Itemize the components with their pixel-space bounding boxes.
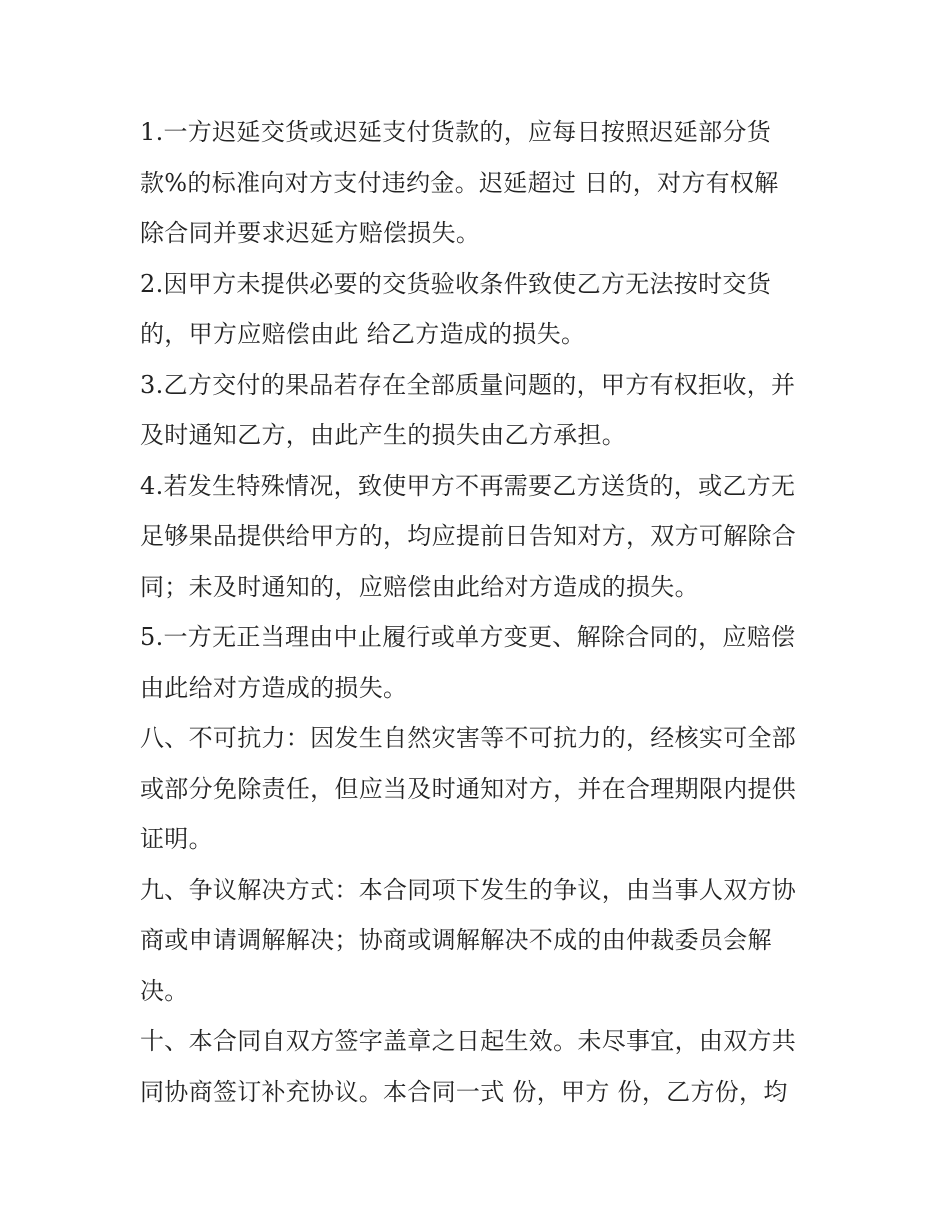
text-line: 除合同并要求迟延方赔偿损失。 bbox=[140, 219, 481, 247]
text-line: 证明。 bbox=[140, 825, 213, 853]
text-line: 及时通知乙方，由此产生的损失由乙方承担。 bbox=[140, 421, 626, 449]
clause-late-delivery-penalty bbox=[140, 107, 820, 259]
text-line: 4.若发生特殊情况，致使甲方不再需要乙方送货的，或乙方无 bbox=[140, 471, 796, 500]
section-force-majeure bbox=[140, 713, 820, 865]
text-line: 同协商签订补充协议。本合同一式 份，甲方 份，乙方份，均 bbox=[140, 1077, 788, 1106]
text-line: 由此给对方造成的损失。 bbox=[140, 673, 408, 702]
text-line: 决。 bbox=[140, 976, 189, 1005]
clause-acceptance-conditions bbox=[140, 259, 820, 360]
clause-quality-issues bbox=[140, 360, 820, 461]
text-line: 同；未及时通知的，应赔偿由此给对方造成的损失。 bbox=[140, 572, 699, 601]
text-line: 款%的标准向对方支付违约金。迟延超过 日的，对方有权解 bbox=[140, 168, 779, 197]
text-line: 或部分免除责任，但应当及时通知对方，并在合理期限内提供 bbox=[140, 774, 797, 803]
clause-unilateral-termination bbox=[140, 612, 820, 713]
document-body bbox=[140, 107, 820, 1117]
clause-special-circumstances bbox=[140, 461, 820, 613]
section-effectiveness bbox=[140, 1016, 820, 1117]
text-line: 八、不可抗力：因发生自然灾害等不可抗力的，经核实可全部 bbox=[140, 724, 797, 752]
text-line: 商或申请调解解决；协商或调解解决不成的由仲裁委员会解 bbox=[140, 926, 772, 954]
text-line: 的，甲方应赔偿由此 给乙方造成的损失。 bbox=[140, 320, 586, 348]
section-dispute-resolution bbox=[140, 865, 820, 1017]
text-line: 1.一方迟延交货或迟延支付货款的，应每日按照迟延部分货 bbox=[140, 118, 771, 146]
text-line: 九、争议解决方式：本合同项下发生的争议，由当事人双方协 bbox=[140, 875, 797, 904]
text-line: 3.乙方交付的果品若存在全部质量问题的，甲方有权拒收，并 bbox=[140, 370, 796, 399]
text-line: 2.因甲方未提供必要的交货验收条件致使乙方无法按时交货 bbox=[140, 269, 771, 298]
text-line: 足够果品提供给甲方的，均应提前日告知对方，双方可解除合 bbox=[140, 522, 797, 550]
text-line: 十、本合同自双方签字盖章之日起生效。未尽事宜，由双方共 bbox=[140, 1027, 797, 1055]
text-line: 5.一方无正当理由中止履行或单方变更、解除合同的，应赔偿 bbox=[140, 623, 796, 651]
